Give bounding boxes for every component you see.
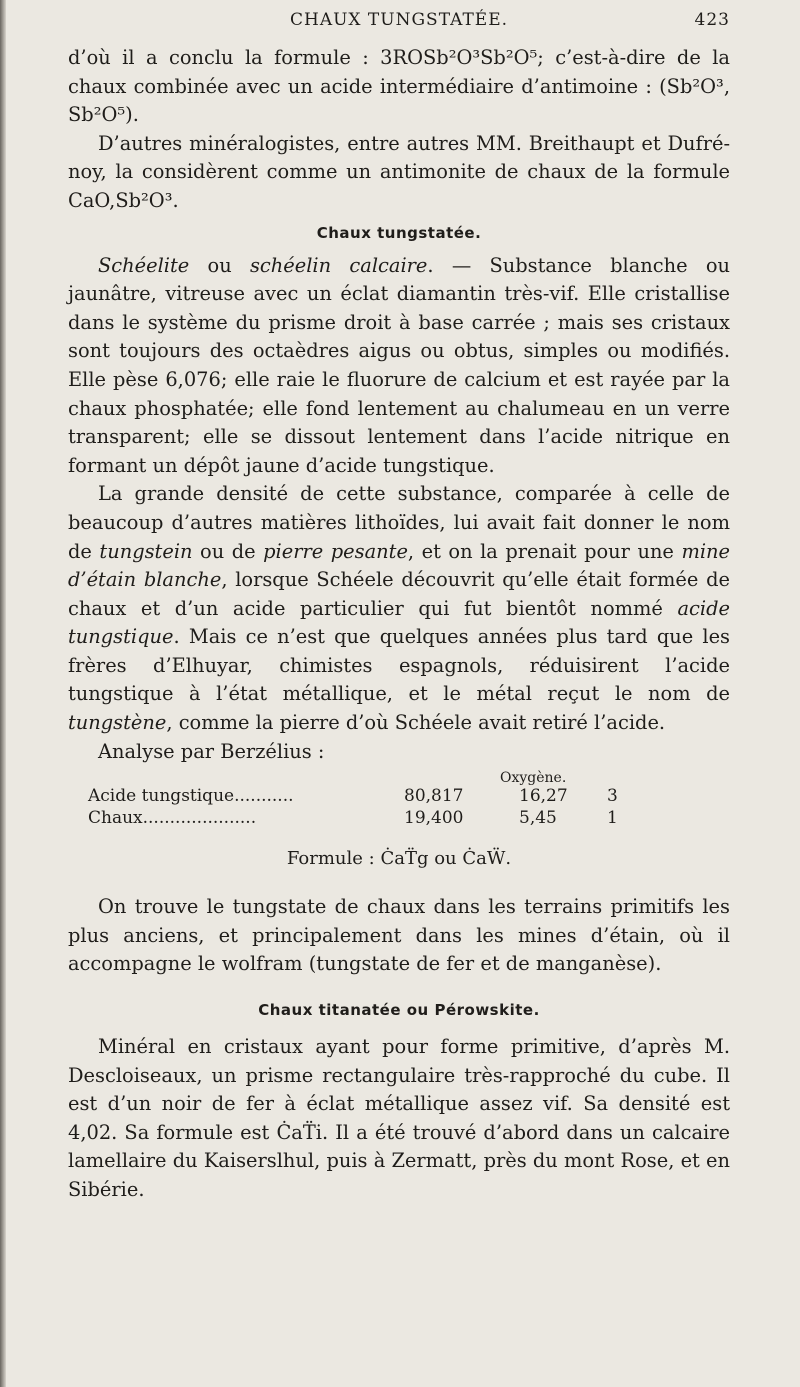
row-value: 80,817 xyxy=(404,786,464,807)
term-mine-etain-blanche: mine d’étain blanche xyxy=(68,539,730,592)
text-segment: , comme la pierre d’où Schéele avait retiré l’acide. xyxy=(166,711,666,735)
term-scheelite: Schéelite xyxy=(98,253,190,277)
section-title-perowskite: Chaux titanatée ou Pérowskite. xyxy=(258,1001,540,1020)
table-header-row xyxy=(68,766,730,788)
paragraph-scheelite-description xyxy=(68,252,730,481)
row-oxygen: 16,27 xyxy=(519,786,568,807)
term-scheelin-calcaire: schéelin calcaire xyxy=(249,253,428,277)
paragraph-formula-continuation: d’où il a conclu la formule : 3ROSb²O³Sb²O⁵; c’est-à-dire de la chaux combinée avec un acide intermédiaire d’antimoine : (Sb²O³, Sb²O⁵). xyxy=(68,46,730,127)
row-label: Acide tungstique........... xyxy=(88,786,294,807)
row-ratio: 3 xyxy=(607,786,618,807)
text-segment: . Mais ce n’est que quelques années plus tard que les frères d’Elhuyar, chimistes espagnols, réduisirent l’acide tungstique à l’état métallique, et le métal reçut le nom de xyxy=(68,625,730,706)
table-row xyxy=(68,786,730,808)
row-oxygen: 5,45 xyxy=(519,808,557,829)
term-pierre-pesante: pierre pesante xyxy=(263,539,408,563)
text-description: . — Substance blanche ou jaunâtre, vitreuse avec un éclat diamantin très-vif. Elle cristallise dans le système du prisme droit à base carrée ; mais ses cristaux sont toujours des octaèdres aigus ou obtus, simples ou modifiés. Elle pèse 6,076; elle raie le fluorure de calcium et est rayée par la chaux phosphatée; elle fond lentement au chalumeau en un verre transparent; elle se dissout lentement dans l’acide nitrique en formant un dépôt jaune d’acide tungstique. xyxy=(68,253,730,477)
term-tungstene: tungstène xyxy=(68,711,167,735)
paragraph-antimonite: D’autres minéralogistes, entre autres MM. Breithaupt et Dufré-noy, la considèrent comme un antimonite de chaux de la formule CaO,Sb²O³. xyxy=(68,131,730,212)
section-title-chaux-tungstatee: Chaux tungstatée. xyxy=(316,223,482,242)
row-value: 19,400 xyxy=(404,808,464,829)
running-title: CHAUX TUNGSTATÉE. xyxy=(289,10,509,30)
formula-line: Formule : ĊaT̈g ou ĊaẄ. xyxy=(286,848,512,870)
page-header xyxy=(68,0,730,44)
row-label: Chaux..................... xyxy=(88,808,257,829)
paragraph-perowskite-description: Minéral en cristaux ayant pour forme primitive, d’après M. Descloiseaux, un prisme rectangulaire très-rapproché du cube. Il est d’un noir de fer à éclat métallique assez vif. Sa densité est 4,02. Sa formule est ĊaT̈i. Il a été trouvé d’abord dans un calcaire lamellaire du Kaiserslhul, puis à Zermatt, près du mont Rose, et en Sibérie. xyxy=(68,1035,730,1201)
analysis-label: Analyse par Berzélius : xyxy=(98,739,325,763)
text-segment: , et on la prenait pour une xyxy=(407,539,682,563)
oxygen-header: Oxygène. xyxy=(500,770,567,787)
term-tungstein: tungstein xyxy=(99,539,193,563)
page-number: 423 xyxy=(694,10,730,30)
analysis-table xyxy=(68,766,730,830)
table-row xyxy=(68,808,730,830)
row-ratio: 1 xyxy=(607,808,618,829)
text-segment: , lorsque Schéele découvrit qu’elle était formée de chaux et d’un acide particulier qui fut bientôt nommé xyxy=(68,568,730,620)
text-or: ou xyxy=(189,253,250,277)
text-segment: La grande densité de cette substance, comparée à celle de beaucoup d’autres matières lithoïdes, lui avait fait donner le nom de xyxy=(68,482,730,563)
paragraph-history xyxy=(68,480,730,737)
paragraph-occurrence: On trouve le tungstate de chaux dans les terrains primitifs les plus anciens, et principalement dans les mines d’étain, où il accompagne le wolfram (tungstate de fer et de manganèse). xyxy=(68,895,730,976)
text-segment: ou de xyxy=(192,539,264,563)
term-acide-tungstique: acide tungstique xyxy=(68,596,730,649)
